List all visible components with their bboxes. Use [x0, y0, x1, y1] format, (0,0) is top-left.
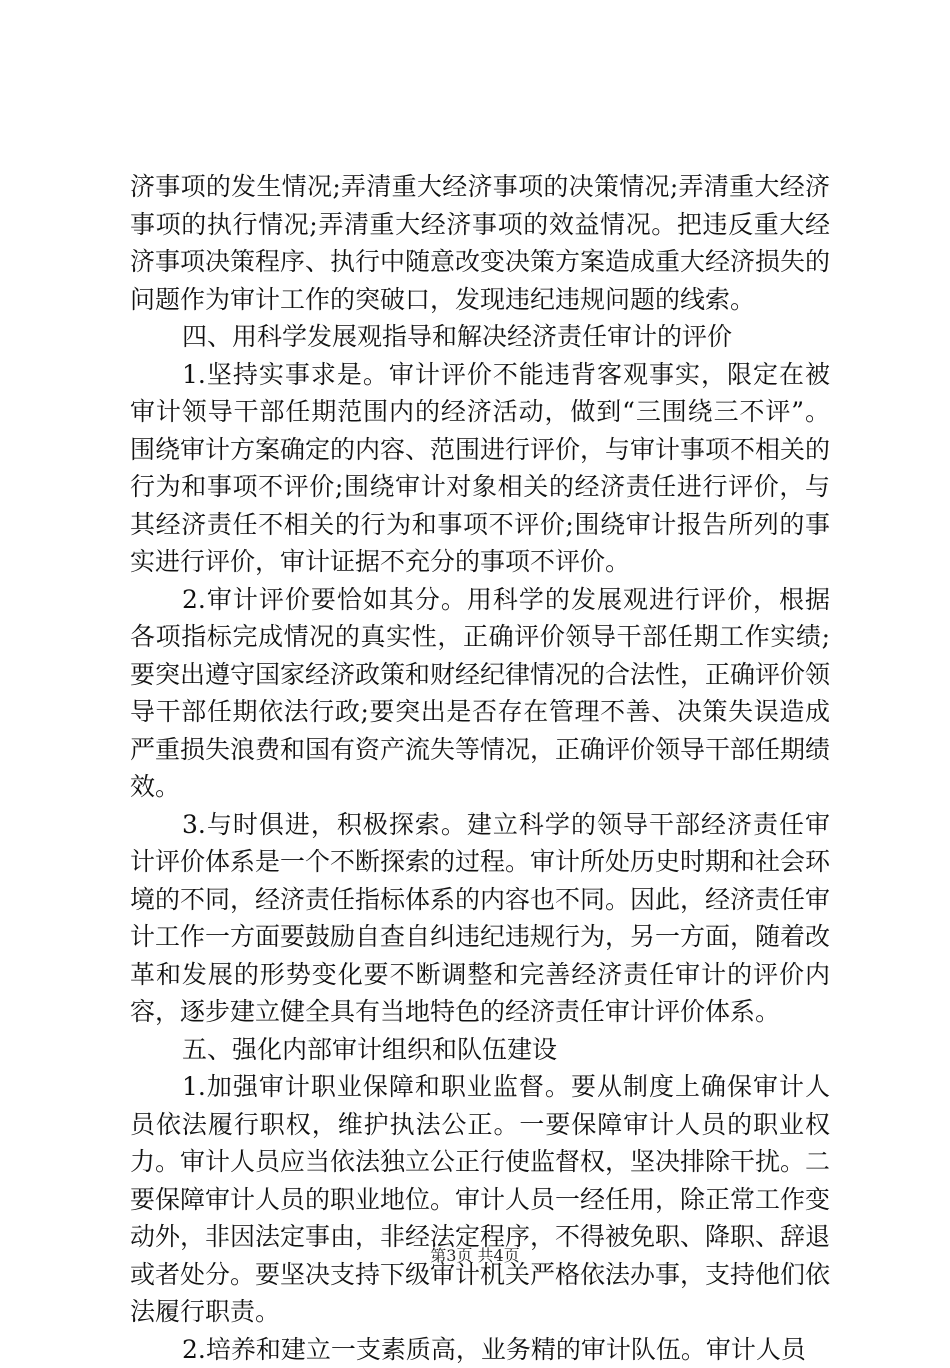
- section-heading-four: 四、用科学发展观指导和解决经济责任审计的评价: [130, 318, 830, 356]
- paragraph-4-2: 2.审计评价要恰如其分。用科学的发展观进行评价，根据各项指标完成情况的真实性，正确评价领导干部任期工作实绩;要突出遵守国家经济政策和财经纪律情况的合法性，正确评价领导干部任期依法行政;要突出是否存在管理不善、决策失误造成严重损失浪费和国有资产流失等情况，正确评价领导干部任期绩效。: [130, 581, 830, 806]
- page-number-footer: 第3页 共4页: [0, 1243, 950, 1266]
- section-heading-five: 五、强化内部审计组织和队伍建设: [130, 1031, 830, 1069]
- document-body: [130, 168, 830, 1368]
- paragraph-4-1: 1.坚持实事求是。审计评价不能违背客观事实，限定在被审计领导干部任期范围内的经济活动，做到“三围绕三不评”。围绕审计方案确定的内容、范围进行评价，与审计事项不相关的行为和事项不评价;围绕审计对象相关的经济责任进行评价，与其经济责任不相关的行为和事项不评价;围绕审计报告所列的事实进行评价，审计证据不充分的事项不评价。: [130, 356, 830, 581]
- paragraph-5-2: 2.培养和建立一支素质高，业务精的审计队伍。审计人员: [130, 1331, 830, 1368]
- paragraph-continuation: 济事项的发生情况;弄清重大经济事项的决策情况;弄清重大经济事项的执行情况;弄清重大经济事项的效益情况。把违反重大经济事项决策程序、执行中随意改变决策方案造成重大经济损失的问题作为审计工作的突破口，发现违纪违规问题的线索。: [130, 168, 830, 318]
- paragraph-4-3: 3.与时俱进，积极探索。建立科学的领导干部经济责任审计评价体系是一个不断探索的过程。审计所处历史时期和社会环境的不同，经济责任指标体系的内容也不同。因此，经济责任审计工作一方面要鼓励自查自纠违纪违规行为，另一方面，随着改革和发展的形势变化要不断调整和完善经济责任审计的评价内容，逐步建立健全具有当地特色的经济责任审计评价体系。: [130, 806, 830, 1031]
- paragraph-5-1: 1.加强审计职业保障和职业监督。要从制度上确保审计人员依法履行职权，维护执法公正。一要保障审计人员的职业权力。审计人员应当依法独立公正行使监督权，坚决排除干扰。二要保障审计人员的职业地位。审计人员一经任用，除正常工作变动外，非因法定事由，非经法定程序，不得被免职、降职、辞退或者处分。要坚决支持下级审计机关严格依法办事，支持他们依法履行职责。: [130, 1068, 830, 1331]
